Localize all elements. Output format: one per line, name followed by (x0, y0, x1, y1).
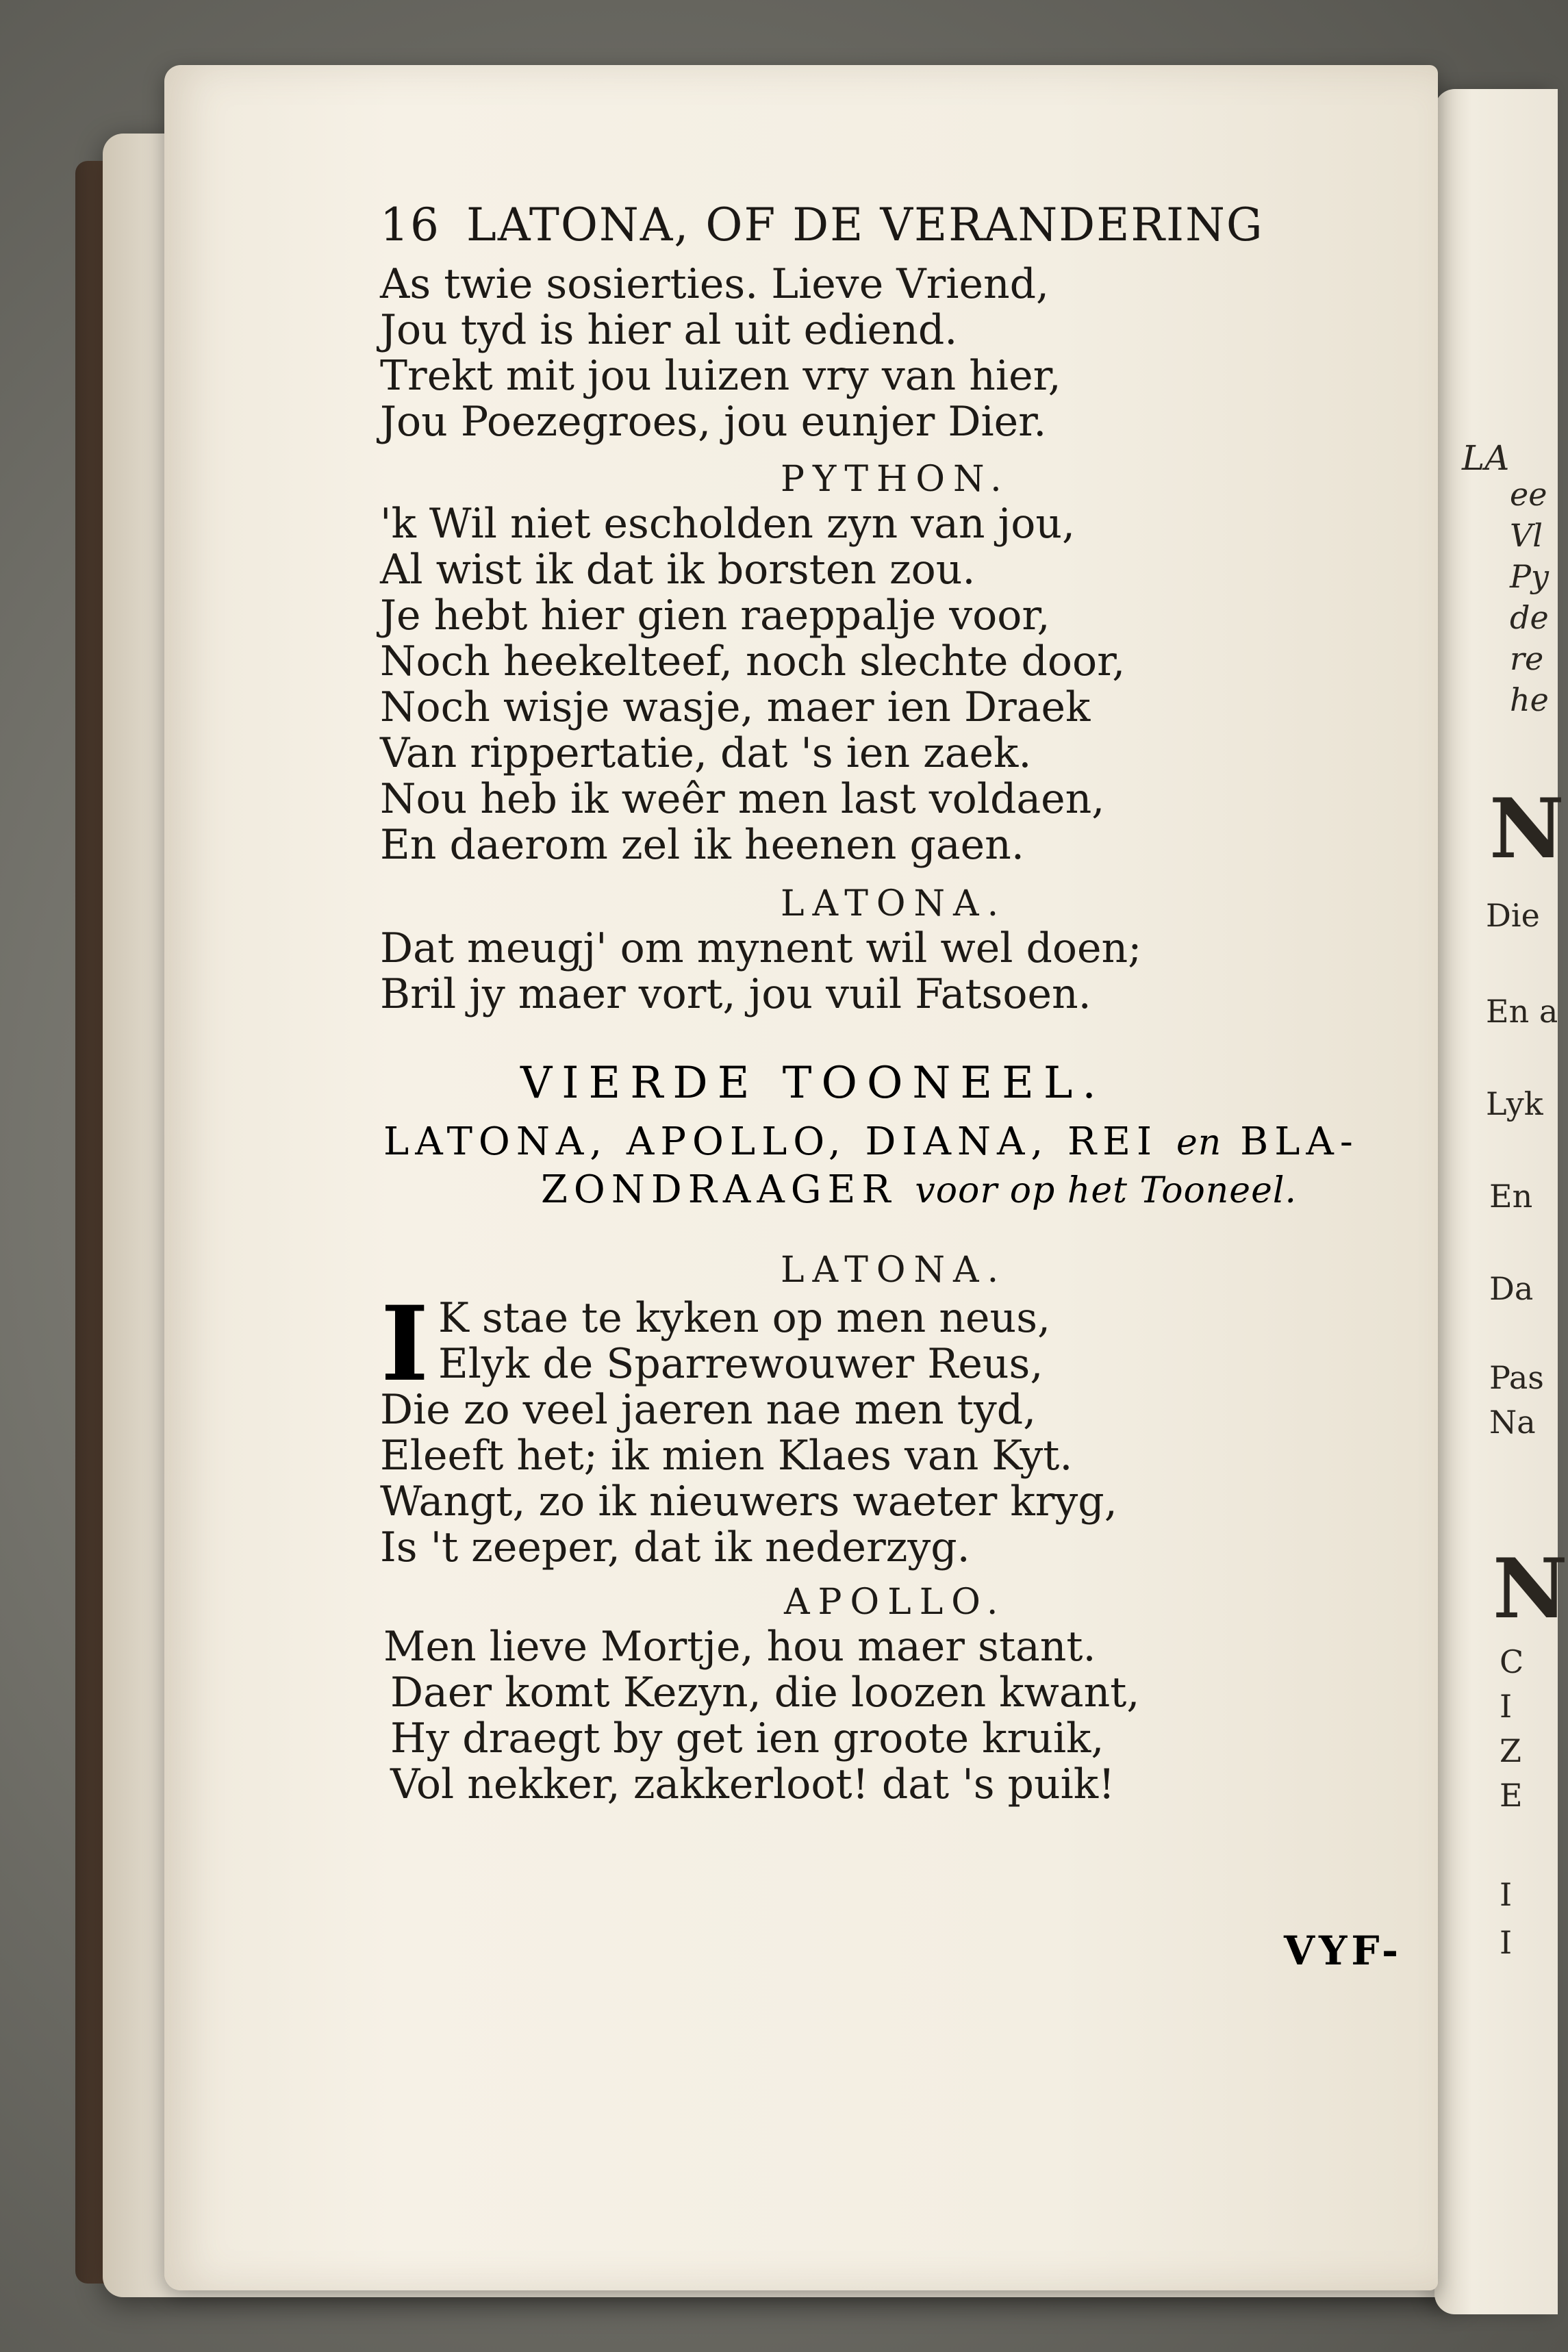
facing-fragment: ee (1510, 476, 1547, 513)
facing-fragment: Py (1510, 558, 1549, 595)
verse-line: Trekt mit jou luizen vry van hier, (380, 352, 1061, 400)
facing-fragment: Vl (1510, 517, 1543, 554)
verse-line: Hy draegt by get ien groote kruik, (390, 1715, 1104, 1762)
facing-fragment: I (1500, 1688, 1513, 1725)
verse-line: Bril jy maer vort, jou vuil Fatsoen. (380, 970, 1091, 1018)
verse-line: Jou tyd is hier al uit ediend. (380, 306, 958, 354)
cast-list-line2 (541, 1167, 1297, 1212)
facing-fragment: I (1500, 1876, 1513, 1913)
page-number: 16 (380, 199, 440, 251)
speaker-name: APOLLO. (784, 1582, 1007, 1623)
running-head (380, 199, 1264, 251)
cast-list (383, 1120, 1359, 1164)
verse-line: Elyk de Sparrewouwer Reus, (438, 1340, 1044, 1388)
stage-direction: voor op het Tooneel. (915, 1170, 1298, 1211)
running-title: LATONA, OF DE VERANDERING (466, 199, 1264, 251)
cast-names: ZONDRAAGER (541, 1167, 897, 1212)
facing-initial: N (1489, 781, 1565, 877)
facing-initial: N (1493, 1541, 1568, 1637)
verse-line: Die zo veel jaeren nae men tyd, (380, 1386, 1037, 1434)
verse-line: Van rippertatie, dat 's ien zaek. (380, 729, 1032, 777)
verse-line: Daer komt Kezyn, die loozen kwant, (390, 1669, 1140, 1717)
verse-line: Jou Poezegroes, jou eunjer Dier. (380, 398, 1047, 446)
verse-line: K stae te kyken op men neus, (438, 1294, 1051, 1342)
facing-fragment: I (1500, 1924, 1513, 1961)
speaker-name: PYTHON. (781, 459, 1010, 500)
verse-line: Wangt, zo ik nieuwers waeter kryg, (380, 1478, 1117, 1526)
facing-fragment: C (1500, 1643, 1524, 1680)
facing-fragment: he (1510, 681, 1549, 718)
speaker-name: LATONA. (781, 883, 1007, 924)
verse-line: Dat meugj' om mynent wil wel doen; (380, 924, 1142, 972)
facing-fragment: Z (1500, 1732, 1521, 1769)
facing-fragment: de (1510, 599, 1549, 636)
verse-line: Nou heb ik weêr men last voldaen, (380, 775, 1105, 823)
facing-fragment: E (1500, 1777, 1523, 1814)
facing-fragment: Na (1489, 1404, 1536, 1441)
verse-line: Je hebt hier gien raeppalje voor, (380, 592, 1050, 640)
verse-line: Noch heekelteef, noch slechte door, (380, 637, 1126, 685)
catchword: VYF- (1284, 1927, 1403, 1974)
facing-fragment: re (1510, 640, 1544, 677)
drop-capital: I (381, 1284, 429, 1404)
facing-fragment: Die (1486, 897, 1540, 934)
cast-names: LATONA, APOLLO, DIANA, REI (383, 1120, 1159, 1164)
verse-line: Is 't zeeper, dat ik nederzyg. (380, 1523, 970, 1571)
verse-line: 'k Wil niet escholden zyn van jou, (380, 500, 1076, 548)
verse-line: En daerom zel ik heenen gaen. (380, 821, 1024, 869)
verse-line: Men lieve Mortje, hou maer stant. (383, 1623, 1096, 1671)
verse-line: Vol nekker, zakkerloot! dat 's puik! (390, 1760, 1115, 1808)
facing-fragment: En a (1486, 993, 1558, 1030)
verse-line: Al wist ik dat ik borsten zou. (380, 546, 976, 594)
verse-line: As twie sosierties. Lieve Vriend, (380, 260, 1050, 308)
facing-fragment: Da (1489, 1270, 1534, 1307)
facing-page (1434, 89, 1568, 2314)
facing-fragment: LA (1462, 438, 1510, 478)
verse-line: Eleeft het; ik mien Klaes van Kyt. (380, 1432, 1073, 1480)
facing-fragment: Pas (1489, 1359, 1544, 1396)
cast-continuation: BLA- (1240, 1120, 1359, 1164)
facing-fragment: En (1489, 1178, 1533, 1215)
facing-fragment: Lyk (1486, 1085, 1543, 1122)
scene-title: VIERDE TOONEEL. (520, 1058, 1106, 1109)
cast-conjunction: en (1176, 1122, 1222, 1163)
verse-line: Noch wisje wasje, maer ien Draek (380, 683, 1091, 731)
speaker-name: LATONA. (781, 1250, 1007, 1291)
